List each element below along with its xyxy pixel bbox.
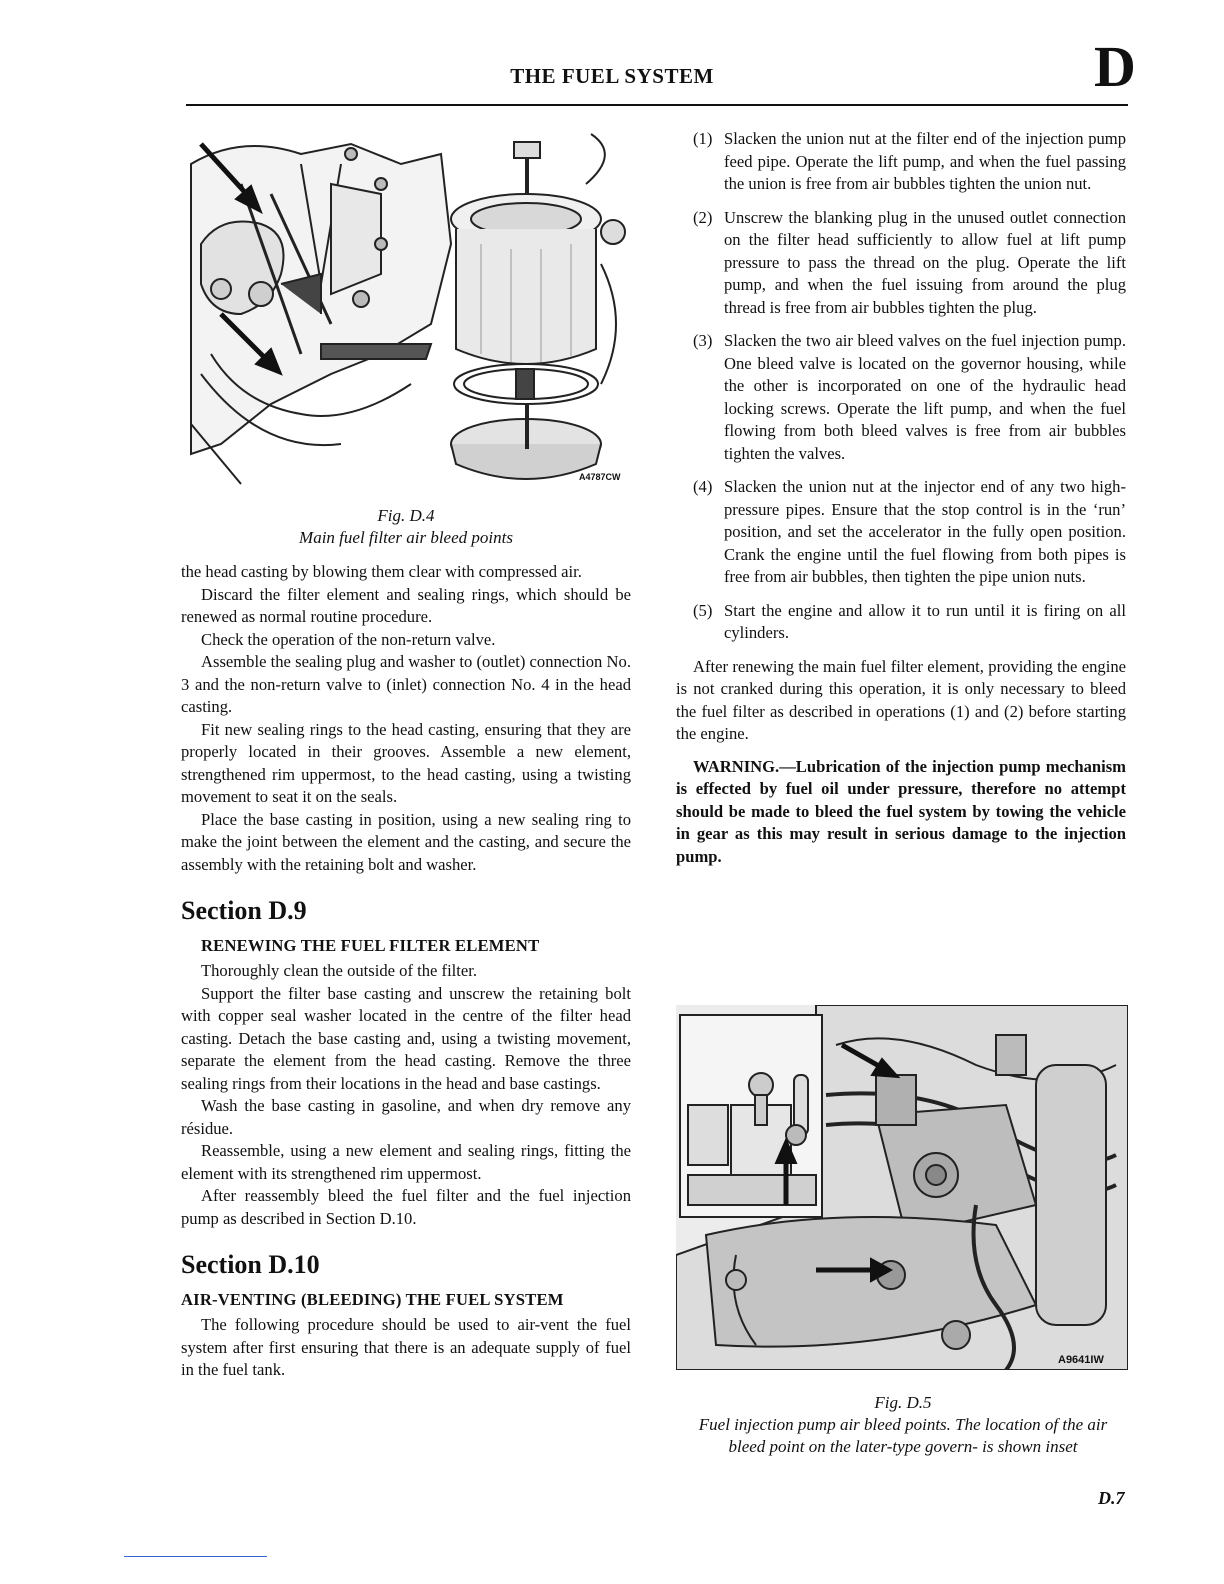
- page-header-title: THE FUEL SYSTEM: [510, 64, 714, 88]
- left-column: [181, 124, 631, 1382]
- step-text: Slacken the union nut at the injector end of any two high-pressure pipes. Ensure that the stop control is in the ‘run’ position, and set the accelerator in the fully open position. Crank the engine until the fuel flowing from both pipes is free from air bubbles, then tighten the pipe union nuts.: [724, 477, 1126, 586]
- after-renewing-paragraph: After renewing the main fuel filter element, providing the engine is not cranked during this operation, it is only necessary to bleed the fuel filter as described in operations (1) and (2) before starting the engine.: [676, 656, 1126, 743]
- left-paragraph-1: the head casting by blowing them clear with compressed air.: [181, 562, 582, 581]
- d9-paragraph-3: Wash the base casting in gasoline, and when dry remove any résidue.: [181, 1096, 631, 1138]
- left-paragraph-2: Discard the filter element and sealing rings, which should be renewed as normal routine procedure.: [181, 584, 631, 626]
- injection-pump-drawing: [676, 1005, 1128, 1370]
- step-number: (2): [693, 207, 713, 227]
- fig-d5-code: A9641IW: [1058, 1354, 1104, 1366]
- left-paragraph-3: Check the operation of the non-return valve.: [201, 629, 496, 649]
- footer-line: [124, 1556, 267, 1557]
- step-text: Slacken the two air bleed valves on the fuel injection pump. One bleed valve is located on the governor housing, while the other is incorporated on one of the hydraulic head locking screws. Operate the lift pump, and when the fuel flowing from both bleed valves is free from air bubbles tighten the valves.: [724, 331, 1126, 463]
- step-item: [676, 330, 1126, 465]
- fig-d4-caption: Main fuel filter air bleed points: [299, 528, 513, 547]
- step-item: [676, 600, 1126, 645]
- step-number: (3): [693, 331, 713, 350]
- fig-d4-caption-block: [181, 505, 631, 549]
- page-number: D.7: [1098, 1488, 1125, 1508]
- step-number: (1): [693, 129, 713, 148]
- step-number: (5): [693, 600, 713, 620]
- section-d10-subheading: AIR-VENTING (BLEEDING) THE FUEL SYSTEM: [181, 1290, 564, 1309]
- fig-d5-number: Fig. D.5: [874, 1393, 932, 1412]
- step-text: Slacken the union nut at the filter end of the injection pump feed pipe. Operate the lift pump, and when the fuel passing the union is free from air bubbles tighten the union nut.: [724, 129, 1126, 193]
- bleeding-steps-list: [676, 128, 1126, 645]
- section-d10-heading: Section D.10: [181, 1250, 320, 1279]
- step-text: Start the engine and allow it to run until it is firing on all cylinders.: [724, 600, 1126, 642]
- left-paragraph-5: Fit new sealing rings to the head casting, ensuring that they are properly located in their grooves. Assemble a new element, strengthened rim uppermost, to the head casting, using a twisting movement to seat it on the seals.: [181, 719, 631, 806]
- warning-paragraph: WARNING.—Lubrication of the injection pump mechanism is effected by fuel oil under pressure, therefore no attempt should be made to bleed the fuel system by towing the vehicle in gear as this may result in serious damage to the injection pump.: [676, 756, 1126, 866]
- step-text: Unscrew the blanking plug in the unused outlet connection on the filter head sufficiently to allow fuel at lift pump pressure to pass the thread on the plug. Operate the lift pump, and when the fuel issuing from around the plug thread is free from air bubbles tighten the plug.: [724, 207, 1126, 317]
- left-paragraph-4: Assemble the sealing plug and washer to (outlet) connection No. 3 and the non-return valve to (inlet) connection No. 4 in the head casting.: [181, 652, 631, 716]
- step-item: [676, 128, 1126, 196]
- d9-paragraph-5: After reassembly bleed the fuel filter and the fuel injection pump as described in Section D.10.: [181, 1186, 631, 1228]
- fig-d4-code: A4787CW: [579, 472, 621, 482]
- fig-d4-number: Fig. D.4: [377, 506, 435, 525]
- d9-paragraph-1: Thoroughly clean the outside of the filter.: [201, 961, 478, 980]
- section-d9-heading: Section D.9: [181, 896, 307, 925]
- d9-paragraph-4: Reassemble, using a new element and sealing rings, fitting the element with its strengthened rim uppermost.: [181, 1141, 631, 1183]
- step-item: [676, 476, 1126, 589]
- fig-d5-caption-block: [690, 1392, 1116, 1458]
- d9-paragraph-2: Support the filter base casting and unscrew the retaining bolt with copper seal washer located in the centre of the filter head casting. Detach the base casting and, using a twisting movement, separate the element from the head casting. Remove the three sealing rings from their locations in the head and base castings.: [181, 983, 631, 1093]
- section-d9-subheading: RENEWING THE FUEL FILTER ELEMENT: [201, 936, 540, 955]
- header-rule: [186, 104, 1128, 106]
- step-number: (4): [693, 477, 713, 496]
- fig-d4-illustration: [181, 124, 631, 489]
- step-item: [676, 207, 1126, 320]
- left-paragraph-6: Place the base casting in position, using a new sealing ring to make the joint between the element and the casting, and secure the assembly with the retaining bolt and washer.: [181, 809, 631, 874]
- fig-d5-caption: Fuel injection pump air bleed points. The location of the air bleed point on the later-type govern- is shown inset: [698, 1415, 1108, 1456]
- right-column: [676, 128, 1126, 868]
- fuel-filter-drawing: [181, 124, 631, 489]
- section-letter: D: [1094, 34, 1136, 99]
- fig-d5-illustration: [676, 1005, 1128, 1370]
- d10-paragraph-1: The following procedure should be used to air-vent the fuel system after first ensuring that there is an adequate supply of fuel in the fuel tank.: [181, 1315, 631, 1379]
